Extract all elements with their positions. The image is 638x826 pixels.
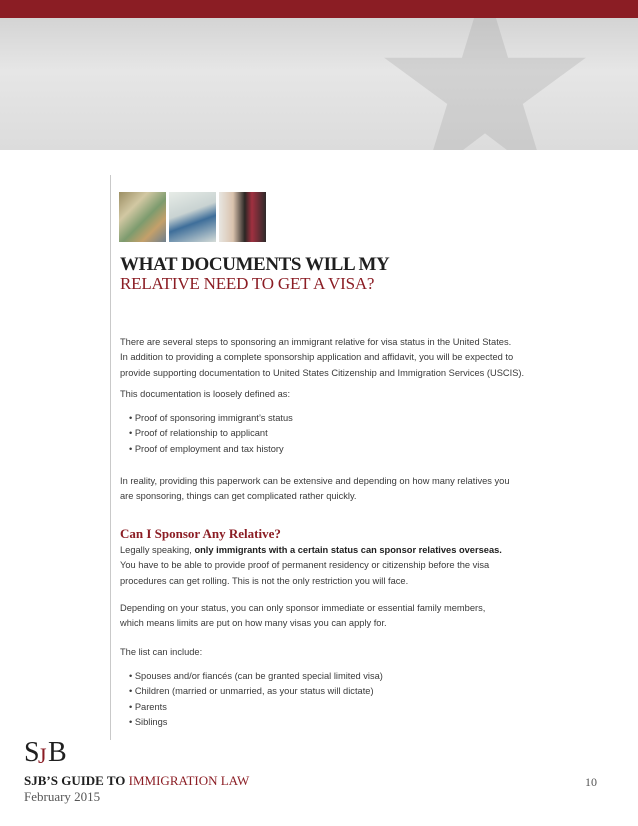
photo-strip [119, 192, 266, 242]
top-accent-bar [0, 0, 638, 18]
list-item: • Proof of employment and tax history [129, 443, 284, 454]
intro-line: In addition to providing a complete sponsorship application and affidavit, you will be expected to [120, 352, 514, 363]
star-watermark-icon [355, 18, 615, 150]
paragraph-line: which means limits are put on how many visas you can apply for. [120, 618, 387, 629]
relatives-list [129, 669, 539, 730]
page-number: 10 [585, 775, 597, 789]
list-item: • Parents [129, 701, 167, 712]
paragraph-line: You have to be able to provide proof of permanent residency or citizenship before the visa [120, 560, 490, 571]
legally-paragraph [120, 543, 530, 589]
reality-paragraph [120, 474, 530, 505]
documentation-list [129, 411, 539, 457]
paragraph-line: Depending on your status, you can only sponsor immediate or essential family members, [120, 603, 486, 613]
guide-topic: IMMIGRATION LAW [128, 773, 250, 788]
header-banner [0, 18, 638, 150]
intro-paragraph [120, 335, 530, 381]
paragraph-text: Legally speaking, [120, 545, 195, 555]
list-item: • Siblings [129, 716, 168, 727]
emphasis-text: only immigrants with a certain status can sponsor relatives overseas. [194, 545, 502, 555]
paragraph-line: procedures can get rolling. This is not the only restriction you will face. [120, 575, 409, 586]
intro-line: There are several steps to sponsoring an immigrant relative for visa status in the United States. [120, 337, 512, 347]
page-title-line1: WHAT DOCUMENTS WILL MY [120, 254, 390, 275]
logo-s: S [24, 737, 40, 768]
list-item: • Children (married or unmarried, as your status will dictate) [129, 686, 374, 697]
list-item: • Proof of sponsoring immigrant’s status [129, 413, 293, 423]
documentation-intro: This documentation is loosely defined as: [120, 389, 291, 399]
paragraph-line: In reality, providing this paperwork can be extensive and depending on how many relatives you [120, 476, 510, 486]
guide-date: February 2015 [24, 789, 101, 804]
sjb-logo [24, 733, 70, 769]
page-title-line2: RELATIVE NEED TO GET A VISA? [120, 274, 375, 293]
intro-line: provide supporting documentation to United States Citizenship and Immigration Services (USCIS). [120, 367, 525, 378]
welcome-booklet-photo [169, 192, 216, 242]
logo-j: J [38, 743, 47, 768]
list-item: • Proof of relationship to applicant [129, 428, 268, 439]
map-photo [119, 192, 166, 242]
paragraph-line: are sponsoring, things can get complicated rather quickly. [120, 491, 357, 502]
status-paragraph [120, 601, 530, 632]
guide-prefix: SJB’S GUIDE TO [24, 773, 126, 788]
logo-b: B [48, 737, 67, 768]
guide-title [24, 773, 249, 789]
list-intro: The list can include: [120, 647, 203, 657]
list-item: • Spouses and/or fiancés (can be granted special limited visa) [129, 671, 383, 681]
oath-photo [219, 192, 266, 242]
section-heading: Can I Sponsor Any Relative? [120, 526, 281, 541]
content-divider-line [110, 175, 111, 740]
